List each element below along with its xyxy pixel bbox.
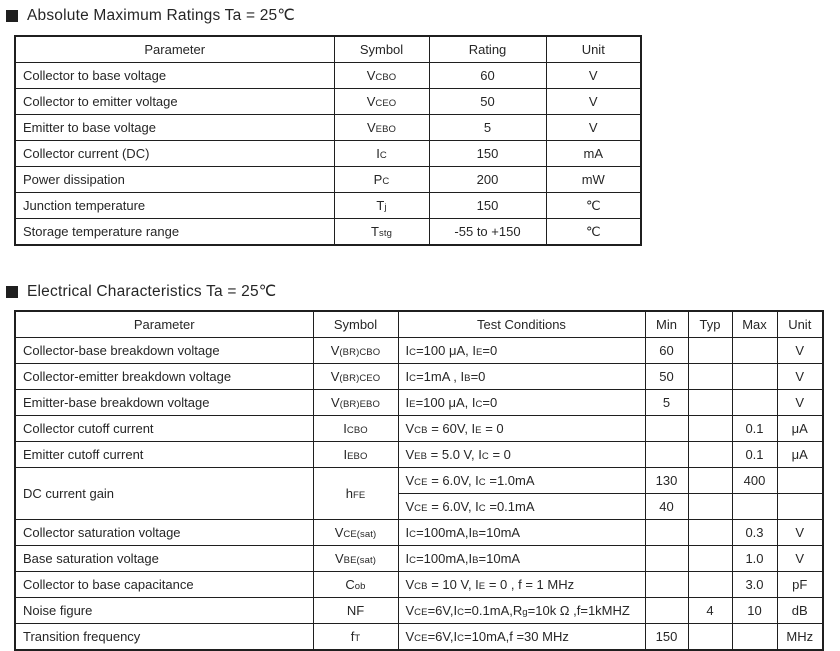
symbol-cell: IC	[334, 141, 429, 167]
table-row	[15, 416, 823, 442]
min-cell: 130	[645, 468, 688, 494]
parameter-cell: Collector saturation voltage	[15, 520, 313, 546]
max-cell: 400	[732, 468, 777, 494]
parameter-cell: Collector-base breakdown voltage	[15, 338, 313, 364]
parameter-cell: DC current gain	[15, 468, 313, 520]
parameter-cell: Collector current (DC)	[15, 141, 334, 167]
section-bullet-icon	[6, 286, 18, 298]
test-conditions-cell: VCE=6V,IC=0.1mA,Rg=10k Ω ,f=1kMHZ	[398, 598, 645, 624]
table-row	[15, 520, 823, 546]
unit-cell: dB	[777, 598, 823, 624]
table-row	[15, 115, 641, 141]
test-conditions-cell: VEB = 5.0 V, IC = 0	[398, 442, 645, 468]
test-conditions-cell: VCE=6V,IC=10mA,f =30 MHz	[398, 624, 645, 651]
parameter-cell: Junction temperature	[15, 193, 334, 219]
symbol-cell: VCE(sat)	[313, 520, 398, 546]
column-header: Min	[645, 311, 688, 338]
section-heading-electrical-characteristics	[6, 282, 840, 301]
typ-cell	[688, 546, 732, 572]
unit-cell: V	[777, 390, 823, 416]
min-cell	[645, 416, 688, 442]
typ-cell	[688, 442, 732, 468]
test-conditions-cell: IC=1mA , IB=0	[398, 364, 645, 390]
min-cell	[645, 546, 688, 572]
symbol-cell: V(BR)EBO	[313, 390, 398, 416]
electrical-characteristics-table	[14, 310, 824, 651]
table-row	[15, 193, 641, 219]
unit-cell	[777, 468, 823, 494]
column-header: Parameter	[15, 311, 313, 338]
table-row	[15, 468, 823, 494]
rating-cell: 150	[429, 141, 546, 167]
symbol-cell: Tstg	[334, 219, 429, 246]
typ-cell	[688, 338, 732, 364]
table-row	[15, 167, 641, 193]
parameter-cell: Collector to emitter voltage	[15, 89, 334, 115]
max-cell	[732, 364, 777, 390]
section-title: Absolute Maximum Ratings Ta = 25℃	[27, 7, 295, 24]
rating-cell: 60	[429, 63, 546, 89]
min-cell: 150	[645, 624, 688, 651]
parameter-cell: Power dissipation	[15, 167, 334, 193]
parameter-cell: Noise figure	[15, 598, 313, 624]
unit-cell: ℃	[546, 219, 641, 246]
test-conditions-cell: IE=100 μA, IC=0	[398, 390, 645, 416]
max-cell	[732, 494, 777, 520]
test-conditions-cell: IC=100 μA, IE=0	[398, 338, 645, 364]
symbol-cell: Tj	[334, 193, 429, 219]
max-cell	[732, 624, 777, 651]
max-cell: 1.0	[732, 546, 777, 572]
max-cell	[732, 338, 777, 364]
unit-cell	[777, 494, 823, 520]
parameter-cell: Collector cutoff current	[15, 416, 313, 442]
section-bullet-icon	[6, 10, 18, 22]
table-row	[15, 624, 823, 651]
symbol-cell: VCBO	[334, 63, 429, 89]
column-header: Parameter	[15, 36, 334, 63]
unit-cell: V	[777, 546, 823, 572]
unit-cell: V	[546, 63, 641, 89]
table-row	[15, 546, 823, 572]
unit-cell: V	[546, 89, 641, 115]
max-cell: 3.0	[732, 572, 777, 598]
symbol-cell: VBE(sat)	[313, 546, 398, 572]
parameter-cell: Emitter to base voltage	[15, 115, 334, 141]
rating-cell: 150	[429, 193, 546, 219]
unit-cell: mW	[546, 167, 641, 193]
min-cell	[645, 572, 688, 598]
test-conditions-cell: VCB = 10 V, IE = 0 , f = 1 MHz	[398, 572, 645, 598]
min-cell: 40	[645, 494, 688, 520]
column-header: Test Conditions	[398, 311, 645, 338]
rating-cell: 200	[429, 167, 546, 193]
unit-cell: V	[777, 364, 823, 390]
min-cell	[645, 442, 688, 468]
test-conditions-cell: VCE = 6.0V, IC =0.1mA	[398, 494, 645, 520]
table-row	[15, 442, 823, 468]
table-row	[15, 338, 823, 364]
unit-cell: μA	[777, 416, 823, 442]
table-row	[15, 89, 641, 115]
max-cell: 0.1	[732, 442, 777, 468]
typ-cell	[688, 468, 732, 494]
min-cell: 60	[645, 338, 688, 364]
rating-cell: 50	[429, 89, 546, 115]
column-header: Symbol	[334, 36, 429, 63]
test-conditions-cell: IC=100mA,IB=10mA	[398, 520, 645, 546]
table-row	[15, 63, 641, 89]
table-header-row	[15, 36, 641, 63]
parameter-cell: Collector to base voltage	[15, 63, 334, 89]
section-title: Electrical Characteristics Ta = 25℃	[27, 283, 277, 300]
table-header-row	[15, 311, 823, 338]
symbol-cell: hFE	[313, 468, 398, 520]
symbol-cell: VCEO	[334, 89, 429, 115]
unit-cell: mA	[546, 141, 641, 167]
column-header: Symbol	[313, 311, 398, 338]
typ-cell	[688, 416, 732, 442]
rating-cell: 5	[429, 115, 546, 141]
typ-cell	[688, 364, 732, 390]
symbol-cell: fT	[313, 624, 398, 651]
unit-cell: V	[546, 115, 641, 141]
table-row	[15, 390, 823, 416]
column-header: Unit	[777, 311, 823, 338]
unit-cell: V	[777, 338, 823, 364]
table-row	[15, 141, 641, 167]
symbol-cell: IEBO	[313, 442, 398, 468]
parameter-cell: Collector to base capacitance	[15, 572, 313, 598]
typ-cell	[688, 494, 732, 520]
symbol-cell: VEBO	[334, 115, 429, 141]
symbol-cell: V(BR)CBO	[313, 338, 398, 364]
unit-cell: MHz	[777, 624, 823, 651]
section-heading-absolute-maximum-ratings	[6, 0, 840, 25]
rating-cell: -55 to +150	[429, 219, 546, 246]
table-header-row	[15, 36, 641, 63]
column-header: Typ	[688, 311, 732, 338]
typ-cell	[688, 572, 732, 598]
max-cell: 10	[732, 598, 777, 624]
symbol-cell: Cob	[313, 572, 398, 598]
table-row	[15, 364, 823, 390]
column-header: Rating	[429, 36, 546, 63]
table-header-row	[15, 311, 823, 338]
max-cell: 0.1	[732, 416, 777, 442]
parameter-cell: Collector-emitter breakdown voltage	[15, 364, 313, 390]
parameter-cell: Emitter-base breakdown voltage	[15, 390, 313, 416]
absolute-maximum-ratings-table	[14, 35, 642, 246]
parameter-cell: Emitter cutoff current	[15, 442, 313, 468]
typ-cell	[688, 390, 732, 416]
column-header: Max	[732, 311, 777, 338]
min-cell	[645, 598, 688, 624]
parameter-cell: Transition frequency	[15, 624, 313, 651]
unit-cell: ℃	[546, 193, 641, 219]
min-cell	[645, 520, 688, 546]
unit-cell: μA	[777, 442, 823, 468]
table-row	[15, 572, 823, 598]
table-row	[15, 598, 823, 624]
typ-cell	[688, 520, 732, 546]
max-cell	[732, 390, 777, 416]
min-cell: 50	[645, 364, 688, 390]
max-cell: 0.3	[732, 520, 777, 546]
typ-cell: 4	[688, 598, 732, 624]
column-header: Unit	[546, 36, 641, 63]
unit-cell: V	[777, 520, 823, 546]
min-cell: 5	[645, 390, 688, 416]
symbol-cell: PC	[334, 167, 429, 193]
parameter-cell: Storage temperature range	[15, 219, 334, 246]
unit-cell: pF	[777, 572, 823, 598]
table-row	[15, 219, 641, 246]
symbol-cell: ICBO	[313, 416, 398, 442]
typ-cell	[688, 624, 732, 651]
test-conditions-cell: IC=100mA,IB=10mA	[398, 546, 645, 572]
parameter-cell: Base saturation voltage	[15, 546, 313, 572]
symbol-cell: V(BR)CEO	[313, 364, 398, 390]
test-conditions-cell: VCB = 60V, IE = 0	[398, 416, 645, 442]
test-conditions-cell: VCE = 6.0V, IC =1.0mA	[398, 468, 645, 494]
symbol-cell: NF	[313, 598, 398, 624]
